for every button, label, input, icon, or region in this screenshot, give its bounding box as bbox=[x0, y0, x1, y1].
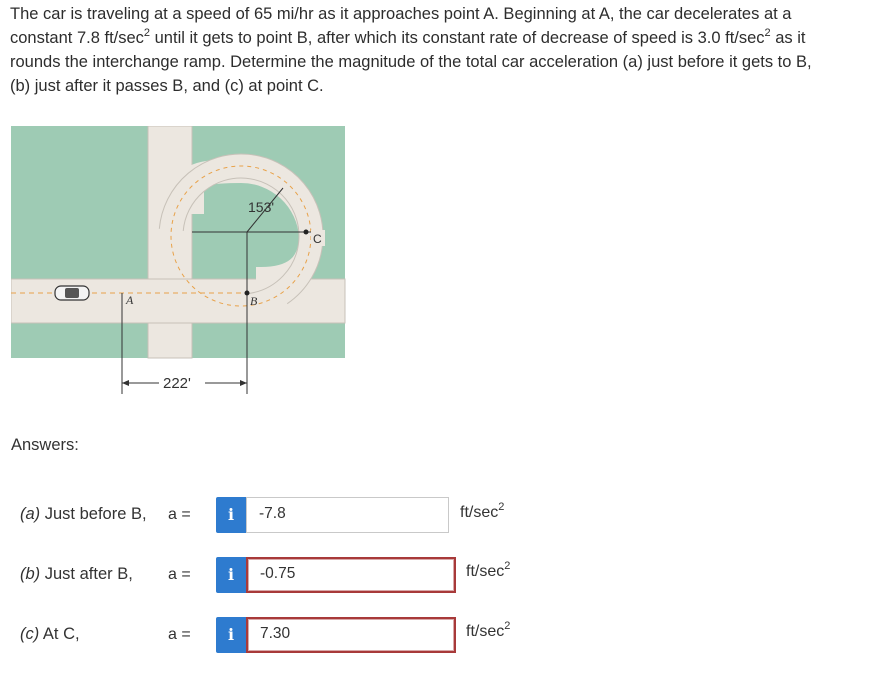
answers-heading: Answers: bbox=[11, 436, 79, 454]
dimension-arrowhead-left bbox=[122, 380, 129, 386]
point-a-label: A bbox=[126, 293, 134, 307]
answer-input-b[interactable]: -0.75 bbox=[246, 557, 456, 593]
problem-line-3: rounds the interchange ramp. Determine the magnitude of the total car acceleration (a) just before it gets to B, bbox=[10, 53, 812, 71]
superscript: 2 bbox=[143, 26, 151, 39]
problem-line-2b: until it gets to point B, after which its constant rate of decrease of speed is 3.0 ft/sec bbox=[150, 29, 765, 47]
part-a-text: Just before B, bbox=[40, 505, 147, 523]
part-c-equals: a = bbox=[168, 626, 191, 643]
answer-input-c[interactable]: 7.30 bbox=[246, 617, 456, 653]
point-c-label: C bbox=[313, 232, 322, 246]
info-icon[interactable]: i bbox=[216, 557, 246, 593]
problem-line-1: The car is traveling at a speed of 65 mi/hr as it approaches point A. Beginning at A, the car decelerates at a bbox=[10, 5, 792, 23]
answer-row-a bbox=[0, 496, 893, 536]
info-icon[interactable]: i bbox=[216, 617, 246, 653]
point-b-label: B bbox=[250, 294, 258, 308]
interchange-figure bbox=[11, 126, 351, 401]
part-a-letter: (a) bbox=[20, 505, 41, 523]
part-b-text: Just after B, bbox=[40, 565, 133, 583]
unit-label-a bbox=[460, 500, 505, 522]
part-b-letter: (b) bbox=[20, 565, 41, 583]
part-b-label bbox=[20, 565, 133, 584]
unit-superscript: 2 bbox=[498, 500, 505, 513]
point-b-marker bbox=[245, 291, 250, 296]
dimension-arrowhead-right bbox=[240, 380, 247, 386]
part-a-label bbox=[20, 505, 147, 524]
problem-statement bbox=[10, 2, 888, 98]
car-window-icon bbox=[65, 288, 79, 298]
problem-line-4: (b) just after it passes B, and (c) at point C. bbox=[10, 77, 324, 95]
unit-text: ft/sec bbox=[466, 623, 505, 640]
unit-text: ft/sec bbox=[466, 563, 505, 580]
problem-line-2a: constant 7.8 ft/sec bbox=[10, 29, 144, 47]
distance-label: 222' bbox=[163, 375, 191, 392]
answer-row-b bbox=[0, 555, 893, 595]
part-c-letter: (c) bbox=[20, 625, 40, 643]
problem-line-2c: as it bbox=[770, 29, 806, 47]
answer-input-a[interactable]: -7.8 bbox=[246, 497, 449, 533]
unit-text: ft/sec bbox=[460, 504, 499, 521]
radius-label: 153' bbox=[248, 199, 275, 215]
part-c-label bbox=[20, 625, 80, 644]
unit-superscript: 2 bbox=[504, 619, 511, 632]
point-c-marker bbox=[304, 230, 309, 235]
unit-superscript: 2 bbox=[504, 559, 511, 572]
unit-label-b bbox=[466, 559, 511, 581]
info-icon[interactable]: i bbox=[216, 497, 246, 533]
answer-row-c bbox=[0, 615, 893, 655]
part-a-equals: a = bbox=[168, 506, 191, 523]
superscript: 2 bbox=[764, 26, 771, 39]
unit-label-c bbox=[466, 619, 511, 641]
part-c-text: At C, bbox=[39, 625, 80, 643]
problem-line-2 bbox=[10, 26, 888, 50]
part-b-equals: a = bbox=[168, 566, 191, 583]
